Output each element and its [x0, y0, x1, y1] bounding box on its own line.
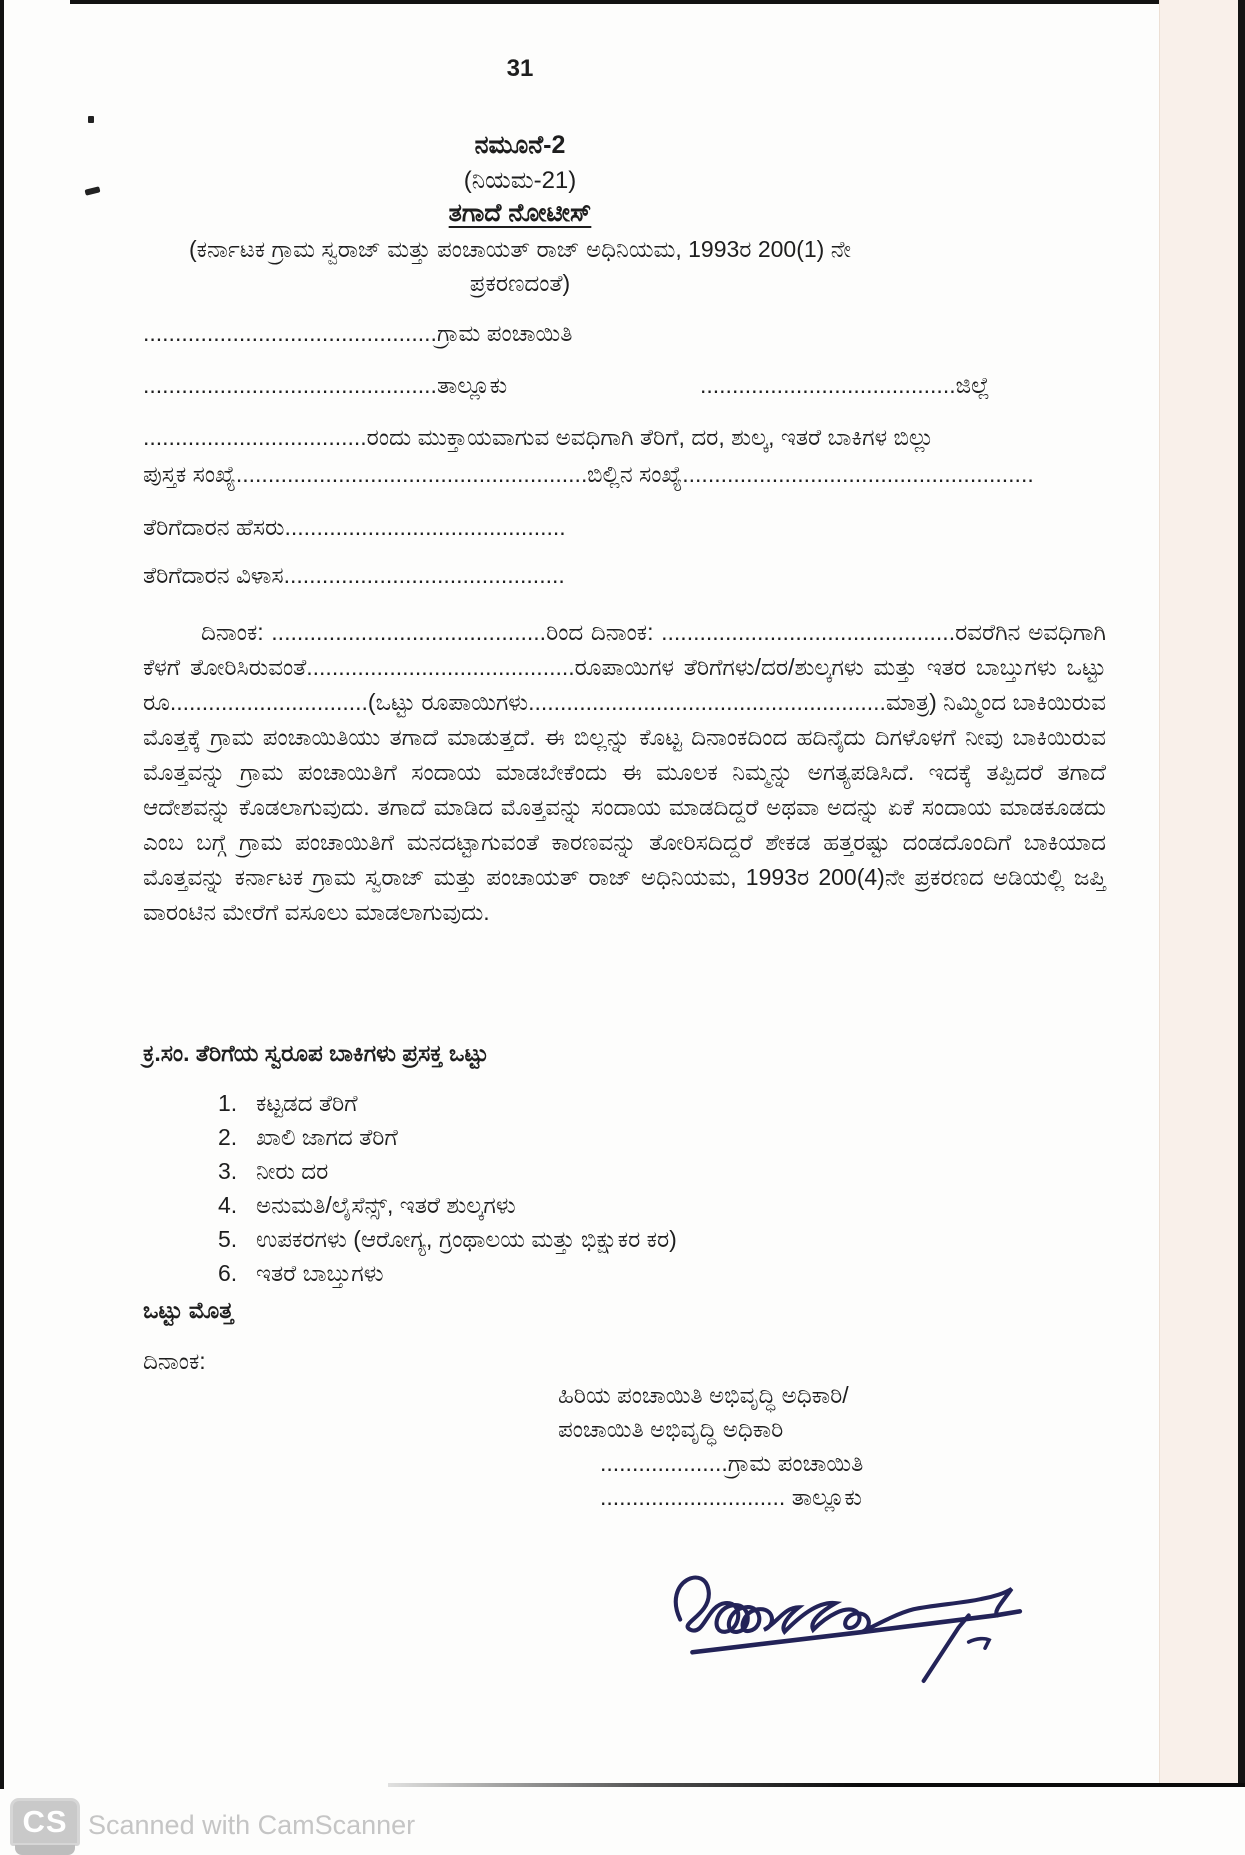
- form-number: ನಮೂನೆ-2: [474, 131, 566, 159]
- act-reference-line2: ಪ್ರಕರಣದಂತೆ): [469, 270, 571, 296]
- item-number: 2.: [218, 1124, 238, 1150]
- list-item: [218, 1158, 677, 1192]
- item-label: ನೀರು ದರ: [256, 1158, 329, 1184]
- handwritten-signature: [655, 1552, 1045, 1690]
- signature-scribble: [655, 1552, 1045, 1685]
- officer-gram-panchayat-line: ....................ಗ್ರಾಮ ಪಂಚಾಯಿತಿ: [600, 1450, 864, 1476]
- item-label: ಅನುಮತಿ/ಲೈಸೆನ್ಸ್, ಇತರೆ ಶುಲ್ಕಗಳು: [256, 1192, 516, 1218]
- item-label: ಉಪಕರಗಳು (ಆರೋಗ್ಯ, ಗ್ರಂಥಾಲಯ ಮತ್ತು ಭಿಕ್ಷುಕರ ಕರ): [256, 1226, 677, 1252]
- page-number: 31: [506, 55, 534, 82]
- officer-designation-line1: ಹಿರಿಯ ಪಂಚಾಯಿತಿ ಅಭಿವೃದ್ಧಿ ಅಧಿಕಾರಿ/: [558, 1382, 849, 1408]
- item-number: 5.: [218, 1226, 238, 1252]
- scan-edge-right: [1238, 0, 1245, 1787]
- camscanner-logo-text: CS: [22, 1804, 68, 1839]
- field-taluk: ..............................................ತಾಲ್ಲೂಕು: [143, 372, 508, 398]
- item-label: ಕಟ್ಟಡದ ತೆರಿಗೆ: [256, 1090, 358, 1116]
- field-book-number: ಪುಸ್ತಕ ಸಂಖ್ಯೆ.......................................................: [143, 461, 588, 487]
- officer-designation-line2: ಪಂಚಾಯಿತಿ ಅಭಿವೃದ್ಧಿ ಅಧಿಕಾರಿ: [558, 1416, 784, 1442]
- notice-title: ತಗಾದೆ ನೋಟೀಸ್: [448, 199, 592, 227]
- item-number: 4.: [218, 1192, 238, 1218]
- camscanner-logo: [10, 1798, 80, 1846]
- scan-edge-bottom: [388, 1783, 1245, 1787]
- dues-list: [218, 1090, 677, 1294]
- total-amount-label: ಒಟ್ಟು ಮೊತ್ತ: [143, 1297, 234, 1323]
- field-gram-panchayat: ..............................................ಗ್ರಾಮ ಪಂಚಾಯಿತಿ: [143, 320, 573, 346]
- item-label: ಇತರೆ ಬಾಬ್ತುಗಳು: [256, 1260, 384, 1286]
- camscanner-watermark-text: Scanned with CamScanner: [88, 1810, 416, 1840]
- camscanner-logo-flap: [15, 1845, 75, 1855]
- scan-speck: [88, 116, 94, 123]
- list-item: [218, 1192, 677, 1226]
- field-bill-number: ಬಿಲ್ಲಿನ ಸಂಖ್ಯೆ.......................................................: [587, 461, 1034, 487]
- field-period-ending: ...................................ರಂದು ಮುಕ್ತಾಯವಾಗುವ ಅವಧಿಗಾಗಿ ತೆರಿಗೆ, ದರ, ಶುಲ್ಕ, ಇತರೆ ಬಾಕಿಗಳ ಬಿಲ್ಲು: [143, 424, 934, 450]
- list-item: [218, 1090, 677, 1124]
- rule-number: (ನಿಯಮ-21): [463, 167, 577, 194]
- field-district: ........................................ಜಿಲ್ಲೆ: [700, 372, 990, 398]
- list-item: [218, 1226, 677, 1260]
- field-taxpayer-address: ತೆರಿಗೆದಾರನ ವಿಳಾಸ............................................: [143, 562, 565, 588]
- scan-edge-left: [0, 0, 4, 1789]
- field-taxpayer-name: ತೆರಿಗೆದಾರನ ಹೆಸರು............................................: [143, 514, 566, 540]
- officer-taluk-line: ............................. ತಾಲ್ಲೂಕು: [600, 1484, 862, 1510]
- demand-notice-paragraph: ದಿನಾಂಕ: ...........................................ರಿಂದ ದಿನಾಂಕ: ..............................................ರವರೆಗಿನ ಅವಧಿಗಾಗಿ ಕೆಳಗೆ ತೋರಿಸಿರುವಂತೆ..........................................ರೂಪಾಯಿಗಳ ತೆರಿಗೆಗಳು/ದರ/ಶುಲ್ಕಗಳು ಮತ್ತು ಇತರ ಬಾಬ್ತುಗಳು ಒಟ್ಟು ರೂ...............................(ಒಟ್ಟು ರೂಪಾಯಿಗಳು........................................................ಮಾತ್ರ) ನಿಮ್ಮಿಂದ ಬಾಕಿಯಿರುವ ಮೊತ್ತಕ್ಕೆ ಗ್ರಾಮ ಪಂಚಾಯಿತಿಯು ತಗಾದೆ ಮಾಡುತ್ತದೆ. ಈ ಬಿಲ್ಲನ್ನು ಕೊಟ್ಟ ದಿನಾಂಕದಿಂದ ಹದಿನೈದು ದಿಗಳೊಳಗೆ ನೀವು ಬಾಕಿಯಿರುವ ಮೊತ್ತವನ್ನು ಗ್ರಾಮ ಪಂಚಾಯಿತಿಗೆ ಸಂದಾಯ ಮಾಡಬೇಕೆಂದು ಈ ಮೂಲಕ ನಿಮ್ಮನ್ನು ಅಗತ್ಯಪಡಿಸಿದೆ. ಇದಕ್ಕೆ ತಪ್ಪಿದರೆ ತಗಾದೆ ಆದೇಶವನ್ನು ಕೊಡಲಾಗುವುದು. ತಗಾದೆ ಮಾಡಿದ ಮೊತ್ತವನ್ನು ಸಂದಾಯ ಮಾಡದಿದ್ದರೆ ಅಥವಾ ಅದನ್ನು ಏಕೆ ಸಂದಾಯ ಮಾಡಕೂಡದು ಎಂಬ ಬಗ್ಗೆ ಗ್ರಾಮ ಪಂಚಾಯಿತಿಗೆ ಮನದಟ್ಟಾಗುವಂತೆ ಕಾರಣವನ್ನು ತೋರಿಸದಿದ್ದರೆ ಶೇಕಡ ಹತ್ತರಷ್ಟು ದಂಡದೊಂದಿಗೆ ಬಾಕಿಯಾದ ಮೊತ್ತವನ್ನು ಕರ್ನಾಟಕ ಗ್ರಾಮ ಸ್ವರಾಜ್ ಮತ್ತು ಪಂಚಾಯತ್ ರಾಜ್ ಅಧಿನಿಯಮ, 1993ರ 200(4)ನೇ ಪ್ರಕರಣದ ಅಡಿಯಲ್ಲಿ ಜಪ್ತಿ ವಾರಂಟಿನ ಮೇರೆಗೆ ವಸೂಲು ಮಾಡಲಾಗುವುದು.: [143, 619, 1107, 925]
- date-label: ದಿನಾಂಕ:: [143, 1348, 206, 1374]
- list-item: [218, 1124, 677, 1158]
- item-label: ಖಾಲಿ ಜಾಗದ ತೆರಿಗೆ: [256, 1124, 398, 1150]
- item-number: 6.: [218, 1260, 238, 1286]
- scan-edge-page-curl: [1159, 0, 1238, 1787]
- officer-signature-block: [558, 1378, 863, 1514]
- dues-table-header: ಕ್ರ.ಸಂ. ತೆರಿಗೆಯ ಸ್ವರೂಪ ಬಾಕಿಗಳು ಪ್ರಸಕ್ತ ಒಟ್ಟು: [143, 1040, 489, 1066]
- list-item: [218, 1260, 677, 1294]
- scan-edge-top: [70, 0, 1245, 4]
- item-number: 1.: [218, 1090, 238, 1116]
- item-number: 3.: [218, 1158, 238, 1184]
- act-reference-line1: (ಕರ್ನಾಟಕ ಗ್ರಾಮ ಸ್ವರಾಜ್ ಮತ್ತು ಪಂಚಾಯತ್ ರಾಜ್ ಅಧಿನಿಯಮ, 1993ರ 200(1) ನೇ: [188, 236, 852, 262]
